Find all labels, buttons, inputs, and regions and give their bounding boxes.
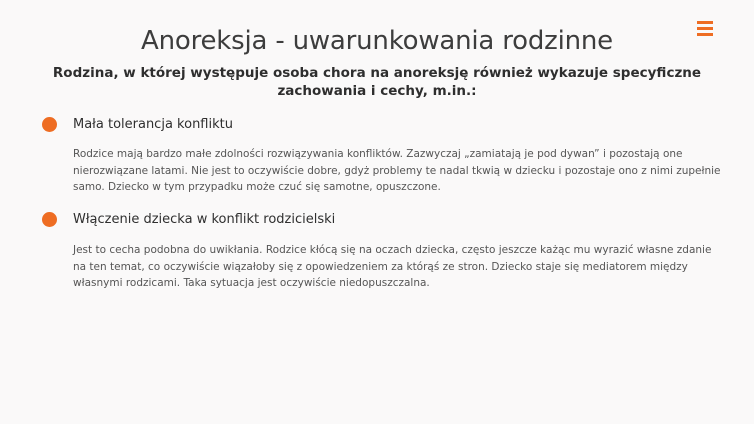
item-heading-1: Mała tolerancja konfliktu bbox=[73, 117, 233, 132]
bullet-dot-icon bbox=[42, 117, 57, 132]
item-text-2: Jest to cecha podobna do uwikłania. Rodzice kłócą się na oczach dziecka, często jeszcze każąc mu wyrazić własne zdanie na ten temat, co oczywiście wiązałoby się z opowiedzeniem za którąś ze stron. Dziecko staje się mediatorem między własnymi rodzicami. Taka sytuacja jest oczywiście niedopuszczalna. bbox=[73, 244, 712, 289]
item-text-1: Rodzice mają bardzo małe zdolności rozwiązywania konfliktów. Zazwyczaj „zamiatają je pod dywan” i pozostają one nierozwiązane latami. Nie jest to oczywiście dobre, gdyż problemy te nadal tkwią w dziecku i pozostaje ono z nimi zupełnie samo. Dziecko w tym przypadku może czuć się samotne, opuszczone. bbox=[73, 148, 721, 193]
item-heading-2: Włączenie dziecka w konflikt rodzicielski bbox=[73, 212, 336, 227]
bullet-dot-icon bbox=[42, 212, 57, 227]
page-title: Anoreksja - uwarunkowania rodzinne bbox=[141, 26, 613, 56]
page-subtitle: Rodzina, w której występuje osoba chora na anoreksję również wykazuje specyficzne zachowania i cechy, m.in.: bbox=[52, 65, 702, 99]
